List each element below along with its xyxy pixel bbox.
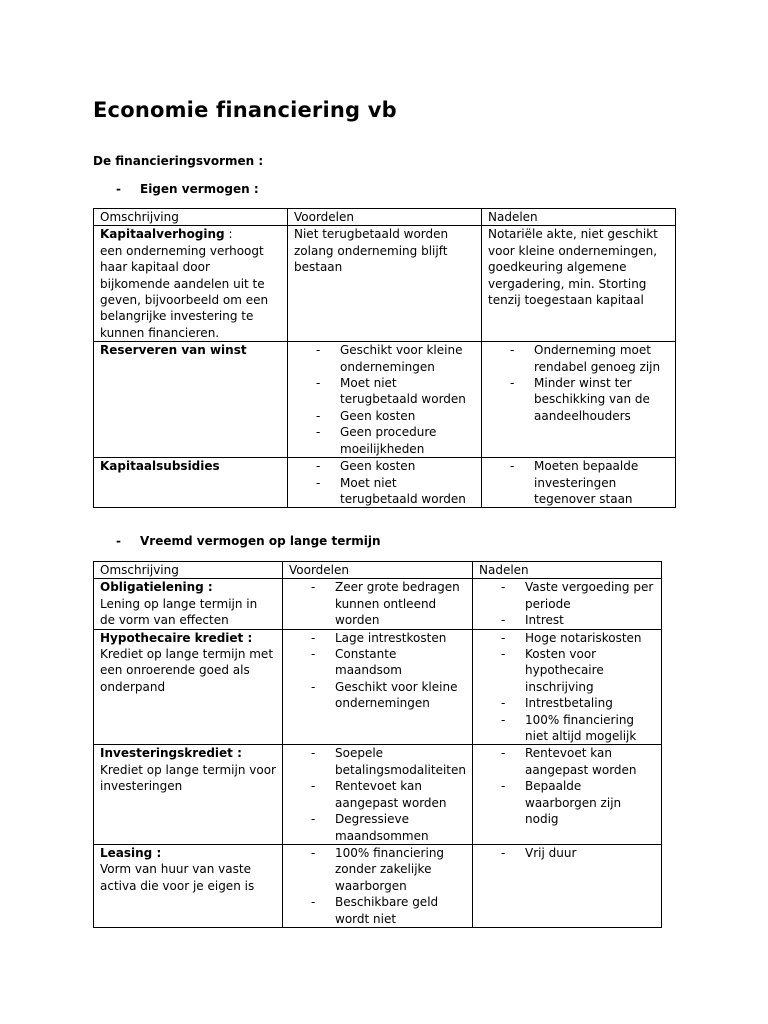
list-item: - Rentevoet kan aangepast worden — [289, 778, 466, 811]
list-item: - Geschikt voor kleine ondernemingen — [289, 679, 466, 712]
row-pros — [288, 342, 482, 458]
list-item: - 100% financiering zonder zakelijke waarborgen — [289, 845, 466, 894]
table-header-row — [94, 562, 662, 579]
row-description — [94, 342, 288, 458]
row-name: Investeringskrediet : — [100, 746, 242, 761]
list-item: - Geen procedure moeilijkheden — [294, 424, 475, 457]
table-row — [94, 844, 662, 927]
row-desc: Krediet op lange termijn met een onroerende goed als onderpand — [100, 647, 274, 694]
list-item: - Geen kosten — [294, 408, 475, 424]
list-item: - Degressieve maandsommen — [289, 811, 466, 844]
list-item: - Geschikt voor kleine ondernemingen — [294, 342, 475, 375]
list-item: - Intrest — [479, 612, 655, 628]
list-item: - Beschikbare geld wordt niet — [289, 894, 466, 927]
table-row — [94, 458, 676, 508]
list-item: - Soepele betalingsmodaliteiten — [289, 745, 466, 778]
col-header-nadelen: Nadelen — [473, 562, 662, 579]
section-subtitle: De financieringsvormen : — [93, 154, 264, 168]
row-pros — [283, 629, 473, 745]
col-header-voordelen: Voordelen — [283, 562, 473, 579]
row-pros — [288, 458, 482, 508]
row-description — [94, 579, 283, 629]
list-item: - Lage intrestkosten — [289, 630, 466, 646]
list-item: - Vaste vergoeding per periode — [479, 579, 655, 612]
list-item: - Minder winst ter beschikking van de aandeelhouders — [488, 375, 669, 424]
row-cons — [473, 579, 662, 629]
row-description — [94, 629, 283, 745]
eigen-vermogen-table — [93, 208, 676, 508]
row-pros — [283, 579, 473, 629]
list-item: - Constante maandsom — [289, 646, 466, 679]
list-item: - Hoge notariskosten — [479, 630, 655, 646]
row-cons — [482, 458, 676, 508]
row-description — [94, 458, 288, 508]
table-row — [94, 226, 676, 342]
row-desc: Lening op lange termijn in de vorm van effecten — [100, 596, 258, 628]
table-header-row — [94, 209, 676, 226]
table-row — [94, 629, 662, 745]
col-header-omschrijving: Omschrijving — [94, 209, 288, 226]
document-title: Economie financiering vb — [93, 98, 397, 122]
row-name: Obligatielening : — [100, 580, 213, 595]
row-name: Leasing : — [100, 845, 162, 860]
list-item: - Vrij duur — [479, 845, 655, 861]
list-item: - Rentevoet kan aangepast worden — [479, 745, 655, 778]
list-item: - Intrestbetaling — [479, 695, 655, 711]
row-name: Kapitaalsubsidies — [100, 459, 220, 474]
row-desc: een onderneming verhoogt haar kapitaal door bijkomende aandelen uit te geven, bijvoorbeeld om een belangrijke investering te kunnen financieren. — [100, 243, 269, 340]
table-row — [94, 579, 662, 629]
row-cons — [482, 342, 676, 458]
list-item: - Moet niet terugbetaald worden — [294, 375, 475, 408]
row-description — [94, 745, 283, 844]
col-header-voordelen: Voordelen — [288, 209, 482, 226]
row-pros: Niet terugbetaald worden zolang onderneming blijft bestaan — [288, 226, 482, 342]
list-item: - Zeer grote bedragen kunnen ontleend worden — [289, 579, 466, 628]
col-header-nadelen: Nadelen — [482, 209, 676, 226]
row-pros — [283, 844, 473, 927]
row-cons — [473, 629, 662, 745]
list-item: - 100% financiering niet altijd mogelijk — [479, 712, 655, 745]
row-name: Kapitaalverhoging — [100, 227, 225, 242]
table-row — [94, 342, 676, 458]
list-item: - Bepaalde waarborgen zijn nodig — [479, 778, 655, 827]
row-pros — [283, 745, 473, 844]
row-description — [94, 844, 283, 927]
list-item: - Onderneming moet rendabel genoeg zijn — [488, 342, 669, 375]
row-desc: Vorm van huur van vaste activa die voor je eigen is — [100, 862, 255, 893]
document-page: Economie financiering vb De financieringsvormen : - Eigen vermogen : Omschrijving Voordelen Nadelen Kapitaalverhoging : een onderneming verhoogt haar kapitaal door bijkomende aandelen uit te geven, bijvoorbeeld om een belangrijke investering te kunnen financieren. Niet terugbetaald worden zolang onderneming blijft bestaan Notariële akte, niet geschikt voor kleine ondernemingen, goedkeuring algemene vergadering, min. Storting tenzij toegestaan kapitaal Reserveren van winst - Geschikt voor kleine ondernemingen - Moet niet terugbetaald worden - Geen kosten - Geen procedure moeilijkheden - Onderneming moet rendabel genoeg zijn - Minder winst ter beschikking van de aandeelhouders Kapitaalsubsidies - Geen kosten - Moet niet terugbetaald worden - Moeten bepaalde investeringen tegenover staan - Vreemd vermogen op lange termijn Omschrijving Voordelen Nadelen Obligatielening : Lening op lange termijn in de vorm van effecten - Zeer grote bedragen kunnen ontleend worden - Vaste vergoeding per periode - Intrest Hypothecaire krediet : Krediet op lange termijn met een onroerende goed als onderpand - Lage intrestkosten - Constante maandsom - Geschikt voor kleine ondernemingen - Hoge notariskosten - Kosten voor hypothecaire inschrijving - Intrestbetaling - 100% financiering niet altijd mogelijk Investeringskrediet : Krediet op lange termijn voor investeringen - Soepele betalingsmodaliteiten - Rentevoet kan aangepast worden - Degressieve maandsommen - Rentevoet kan aangepast worden - Bepaalde waarborgen zijn nodig Leasing : Vorm van huur van vaste activa die voor je eigen is - 100% financiering zonder zakelijke waarborgen - Beschikbare geld wordt niet - Vrij duur — [0, 0, 768, 1024]
list-item: - Kosten voor hypothecaire inschrijving — [479, 646, 655, 695]
row-description: Kapitaalverhoging : een onderneming verhoogt haar kapitaal door bijkomende aandelen uit te geven, bijvoorbeeld om een belangrijke investering te kunnen financieren. — [94, 226, 288, 342]
table-row — [94, 745, 662, 844]
row-cons — [473, 844, 662, 927]
row-name: Hypothecaire krediet : — [100, 630, 253, 645]
row-desc: Krediet op lange termijn voor investeringen — [100, 762, 276, 794]
list-item: - Moet niet terugbetaald worden — [294, 475, 475, 508]
list-item: - Moeten bepaalde investeringen tegenover staan — [488, 458, 669, 507]
vreemd-vermogen-table — [93, 561, 662, 928]
row-name: Reserveren van winst — [100, 343, 247, 358]
col-header-omschrijving: Omschrijving — [94, 562, 283, 579]
row-cons — [473, 745, 662, 844]
row-cons: Notariële akte, niet geschikt voor kleine ondernemingen, goedkeuring algemene vergadering, min. Storting tenzij toegestaan kapitaal — [482, 226, 676, 342]
list-item: - Geen kosten — [294, 458, 475, 474]
